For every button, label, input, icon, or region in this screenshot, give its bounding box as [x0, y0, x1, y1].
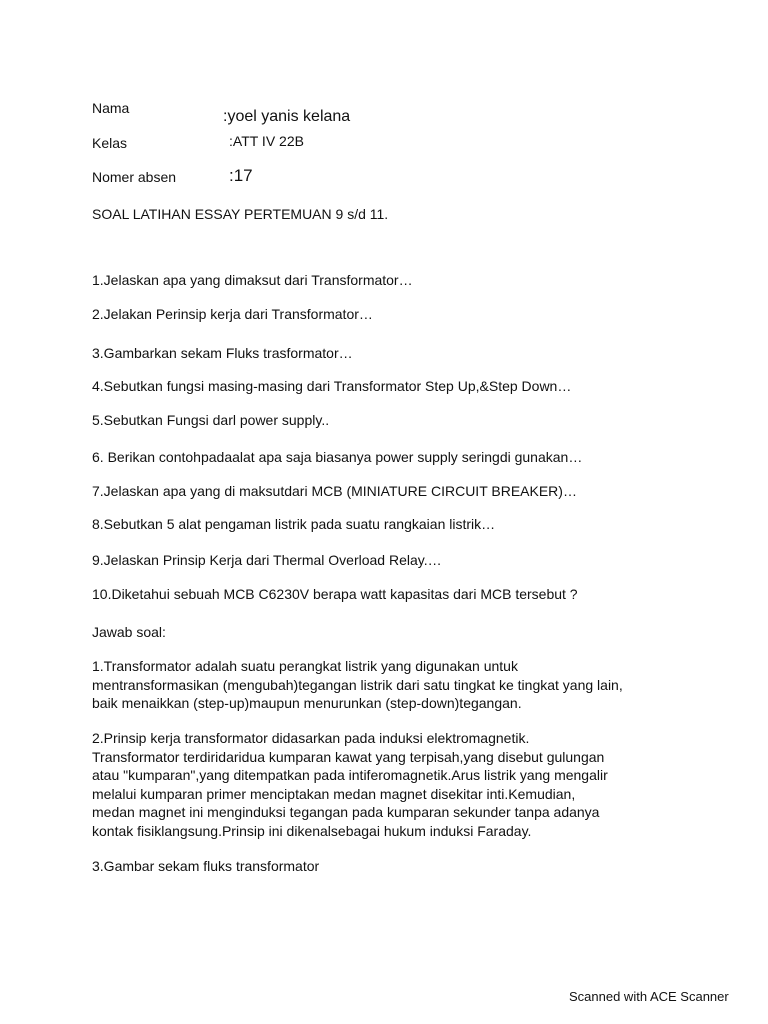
answer-2-line: 2.Prinsip kerja transformator didasarkan pada induksi elektromagnetik.	[92, 730, 530, 746]
question-6: 6. Berikan contohpadaalat apa saja biasanya power supply seringdi gunakan…	[92, 449, 583, 465]
answer-2-line: medan magnet ini menginduksi tegangan pada kumparan sekunder tanpa adanya	[92, 804, 600, 820]
question-10: 10.Diketahui sebuah MCB C6230V berapa watt kapasitas dari MCB tersebut ?	[92, 586, 578, 602]
question-2: 2.Jelakan Perinsip kerja dari Transformator…	[92, 306, 373, 322]
answer-3: 3.Gambar sekam fluks transformator	[92, 858, 320, 874]
class-label: Kelas	[92, 135, 128, 151]
section-title: SOAL LATIHAN ESSAY PERTEMUAN 9 s/d 11.	[92, 206, 389, 222]
class-value: :ATT IV 22B	[229, 133, 304, 149]
absen-label: Nomer absen	[92, 169, 177, 185]
question-4: 4.Sebutkan fungsi masing-masing dari Transformator Step Up,&Step Down…	[92, 378, 572, 394]
scanner-footer: Scanned with ACE Scanner	[569, 989, 729, 1004]
answer-1-line: baik menaikkan (step-up)maupun menurunkan (step-down)tegangan.	[92, 695, 522, 711]
question-9: 9.Jelaskan Prinsip Kerja dari Thermal Overload Relay.…	[92, 552, 442, 568]
answers-title: Jawab soal:	[92, 624, 166, 640]
answer-2-line: atau "kumparan",yang ditempatkan pada intiferomagnetik.Arus listrik yang mengalir	[92, 767, 608, 783]
answer-1	[92, 657, 668, 713]
absen-value: :17	[229, 166, 253, 185]
name-value: :yoel yanis kelana	[223, 108, 351, 125]
answer-2-line: kontak fisiklangsung.Prinsip ini dikenalsebagai hukum induksi Faraday.	[92, 822, 532, 839]
name-label: Nama	[92, 100, 130, 116]
answer-1-line: 1.Transformator adalah suatu perangkat listrik yang digunakan untuk	[92, 658, 518, 674]
question-8: 8.Sebutkan 5 alat pengaman listrik pada suatu rangkaian listrik…	[92, 516, 496, 532]
question-3: 3.Gambarkan sekam Fluks trasformator…	[92, 345, 353, 361]
answer-2	[92, 729, 668, 840]
question-7: 7.Jelaskan apa yang di maksutdari MCB (MINIATURE CIRCUIT BREAKER)…	[92, 483, 577, 499]
answer-2-line: Transformator terdiridaridua kumparan kawat yang terpisah,yang disebut gulungan	[92, 748, 605, 765]
question-1: 1.Jelaskan apa yang dimaksut dari Transformator…	[92, 272, 413, 288]
question-5: 5.Sebutkan Fungsi darl power supply..	[92, 412, 330, 428]
answer-2-line: melalui kumparan primer menciptakan medan magnet disekitar inti.Kemudian,	[92, 785, 576, 802]
answer-1-line: mentransformasikan (mengubah)tegangan listrik dari satu tingkat ke tingkat yang lain,	[92, 676, 623, 693]
